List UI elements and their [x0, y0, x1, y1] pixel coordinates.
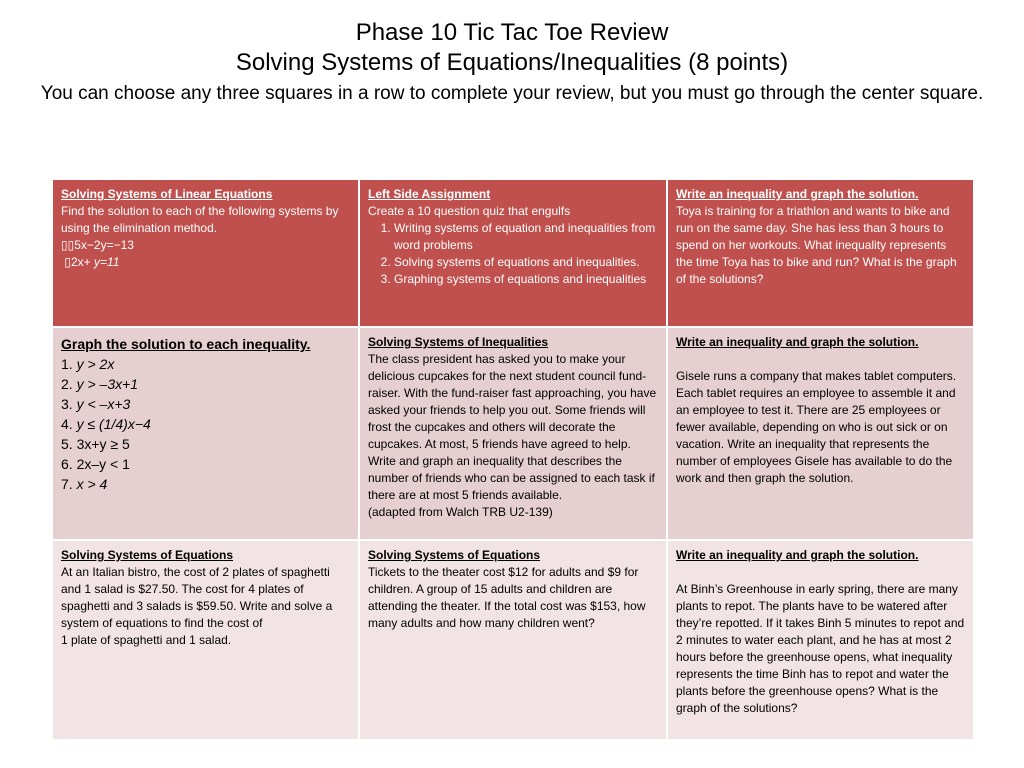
cell-text: Gisele runs a company that makes tablet computers. Each tablet requires an employee to assemble it and an employee to test it. There are 25 employees or fewer available, depending on who is out sick or on vacation. Write an inequality that represents the number of employees Gisele has available to do the work and then graph the solution. — [676, 369, 957, 485]
cell-heading: Left Side Assignment — [368, 187, 491, 201]
cell-text: At Binh’s Greenhouse in early spring, there are many plants to repot. The plants have to be watered after they’re repotted. If it takes Binh 5 minutes to repot and 2 minutes to water each plant, and he has at most 2 hours before the greenhouse opens, what inequality represents the time Binh has to repot and water the plants before the greenhouse opens? What is the graph of the solutions? — [676, 582, 965, 715]
equation-2: ▯2x+ y=11 — [64, 255, 120, 269]
cell-heading: Graph the solution to each inequality. — [61, 336, 311, 352]
inequality-item: 1. y > 2x — [61, 356, 115, 372]
cell-theater-equations[interactable] — [359, 540, 667, 740]
list-item: 3. Graphing systems of equations and inequalities — [394, 271, 658, 288]
cell-linear-equations[interactable] — [52, 179, 359, 327]
equation-1: ▯▯5x−2y=−13 — [61, 238, 134, 252]
page-title: Phase 10 Tic Tac Toe Review — [355, 19, 669, 46]
page-subtitle: Solving Systems of Equations/Inequalities (8 points) — [235, 49, 789, 76]
cell-cupcake-inequalities[interactable] — [359, 327, 667, 540]
cell-heading: Write an inequality and graph the solution. — [676, 335, 919, 349]
inequality-item: 3. y < –x+3 — [61, 396, 131, 412]
spacer — [676, 564, 965, 581]
instructions-text: You can choose any three squares in a row to complete your review, but you must go through the center square. — [40, 83, 984, 104]
cell-greenhouse-inequality[interactable] — [667, 540, 974, 740]
missing-glyph-icon: ▯ — [64, 255, 71, 269]
cell-heading: Solving Systems of Equations — [368, 548, 541, 562]
list-item: 2. Solving systems of equations and inequalities. — [394, 254, 658, 271]
cell-heading: Solving Systems of Inequalities — [368, 335, 549, 349]
missing-glyph-icon: ▯▯ — [61, 238, 75, 252]
cell-text: Toya is training for a triathlon and wants to bike and run on the same day. She has less than 3 hours to spend on her workouts. What inequality represents the time Toya has to bike and run? What is the graph of the solutions? — [676, 204, 957, 286]
cell-spaghetti-equations[interactable] — [52, 540, 359, 740]
inequality-item: 5. 3x+y ≥ 5 — [61, 436, 130, 452]
inequality-item: 7. x > 4 — [61, 476, 108, 492]
cell-tablet-inequality[interactable] — [667, 327, 974, 540]
grid-row-1 — [52, 179, 974, 327]
spacer — [676, 351, 965, 368]
cell-triathlon-inequality[interactable] — [667, 179, 974, 327]
inequality-item: 2. y > –3x+1 — [61, 376, 139, 392]
cell-text-continued: 1 plate of spaghetti and 1 salad. — [61, 633, 232, 647]
cell-heading: Write an inequality and graph the solution. — [676, 548, 919, 562]
cell-heading: Write an inequality and graph the solution. — [676, 187, 919, 201]
inequality-item: 4. y ≤ (1/4)x−4 — [61, 416, 151, 432]
cell-text: Find the solution to each of the following systems by using the elimination method. — [61, 204, 339, 235]
cell-left-side-assignment[interactable] — [359, 179, 667, 327]
grid-row-2 — [52, 327, 974, 540]
cell-text: At an Italian bistro, the cost of 2 plates of spaghetti and 1 salad is $27.50. The cost for 4 plates of spaghetti and 3 salads is $59.50. Write and solve a system of equations to find the cost of — [61, 565, 333, 630]
slide-header — [40, 18, 984, 108]
grid-row-3 — [52, 540, 974, 740]
inequality-item: 6. 2x–y < 1 — [61, 456, 130, 472]
assignment-list — [368, 220, 658, 288]
cell-heading: Solving Systems of Equations — [61, 548, 234, 562]
tic-tac-toe-grid — [51, 178, 975, 741]
source-note: (adapted from Walch TRB U2-139) — [368, 505, 553, 519]
cell-heading: Solving Systems of Linear Equations — [61, 187, 273, 201]
cell-text: Create a 10 question quiz that engulfs — [368, 204, 571, 218]
cell-text: The class president has asked you to make your delicious cupcakes for the next student council fund-raiser. With the fund-raiser fast approaching, you have asked your friends to help you out. Some friends will frost the cupcakes and others will decorate the cupcakes. At most, 5 friends have agreed to help. Write and graph an inequality that describes the number of friends who can be assigned to each task if there are at most 5 friends available. — [368, 352, 657, 502]
cell-graph-inequalities[interactable] — [52, 327, 359, 540]
cell-text: Tickets to the theater cost $12 for adults and $9 for children. A group of 15 adults and children are attending the theater. If the total cost was $153, how many adults and how many children went? — [368, 565, 646, 630]
list-item: 1. Writing systems of equation and inequalities from word problems — [394, 220, 658, 254]
